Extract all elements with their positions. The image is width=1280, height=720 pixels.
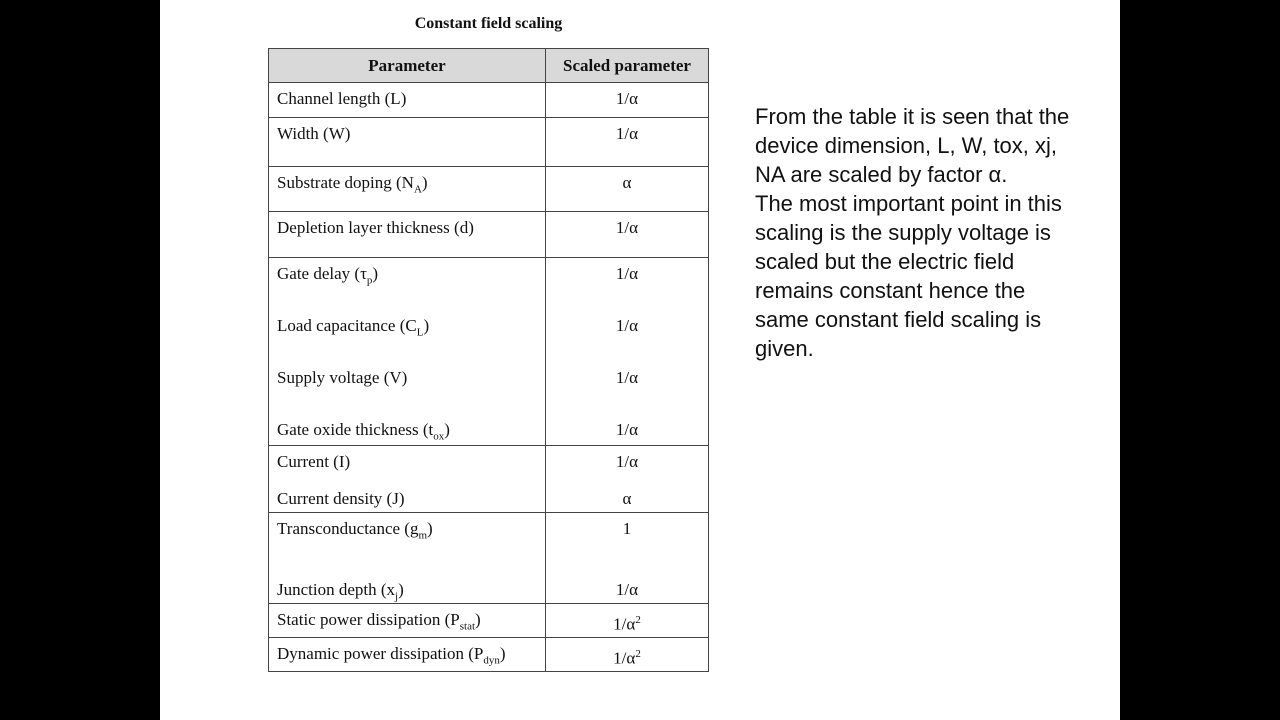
- scaled-value: 1/α: [615, 580, 639, 599]
- table-row: [269, 118, 709, 167]
- parameter-cell: [269, 212, 546, 258]
- header-parameter: Parameter: [269, 49, 546, 83]
- table-title: Constant field scaling: [414, 15, 563, 32]
- scaled-value-cell: [546, 638, 709, 672]
- scaled-value-cell: [546, 446, 709, 513]
- parameter-label: Gate oxide thickness $(t_{ox})$: [277, 420, 450, 443]
- table-row: [269, 513, 709, 604]
- table-row: [269, 604, 709, 638]
- table-row: [269, 446, 709, 513]
- scaled-value: 1/α: [615, 124, 639, 143]
- scaled-value-cell: [546, 167, 709, 212]
- scaled-value-cell: [546, 604, 709, 638]
- scaled-value: 1/α: [615, 368, 639, 387]
- header-scaled-parameter: Scaled parameter: [546, 49, 709, 83]
- scaled-value: 1/α: [615, 316, 639, 335]
- scaled-value-cell: [546, 118, 709, 167]
- explanation-paragraph-2: The most important point in this scaling is the supply voltage is scaled but the electric field remains constant hence the same constant field scaling is given.: [755, 191, 1062, 361]
- parameter-label: Substrate doping $(N_A)$: [277, 173, 428, 196]
- parameter-cell: [269, 83, 546, 118]
- parameter-cell: [269, 167, 546, 212]
- parameter-cell: [269, 638, 546, 672]
- scaled-value-cell: [546, 83, 709, 118]
- table-row: [269, 638, 709, 672]
- parameter-label: Current density (J): [277, 489, 405, 508]
- table-row: [269, 212, 709, 258]
- parameter-cell: [269, 118, 546, 167]
- table-row: [269, 167, 709, 212]
- scaled-value: 1/α: [615, 89, 639, 108]
- parameter-label: Current (I): [277, 452, 351, 471]
- parameter-label: Static power dissipation $(P_{stat})$: [277, 610, 481, 633]
- scaling-table: [268, 48, 709, 672]
- scaled-value: $1/\alpha^2$: [613, 614, 641, 634]
- parameter-label: Transconductance $(g_m)$: [277, 519, 433, 542]
- parameter-label: Width (W): [277, 124, 351, 143]
- table-header-row: [269, 49, 709, 83]
- table-row: [269, 83, 709, 118]
- parameter-cell: [269, 446, 546, 513]
- parameter-cell: [269, 513, 546, 604]
- table-row: [269, 258, 709, 446]
- explanation-paragraph-1: From the table it is seen that the device dimension, L, W, tox, xj, NA are scaled by factor α.: [755, 104, 1070, 187]
- parameter-label: Channel length (L): [277, 89, 407, 108]
- parameter-label: Load capacitance $(C_L)$: [277, 316, 430, 339]
- parameter-label: Gate delay $(\tau_p)$: [277, 264, 379, 287]
- parameter-label: Supply voltage (V): [277, 368, 408, 387]
- scaled-value: α: [622, 173, 632, 192]
- parameter-cell: [269, 258, 546, 446]
- scaled-value: 1/α: [615, 452, 639, 471]
- parameter-label: Depletion layer thickness (d): [277, 218, 474, 237]
- parameter-label: Junction depth $(x_j)$: [277, 580, 404, 603]
- scaled-value: $1/\alpha^2$: [613, 648, 641, 668]
- scaled-value: 1: [622, 519, 632, 538]
- scaled-value-cell: [546, 513, 709, 604]
- scaled-value: α: [622, 489, 632, 508]
- scaled-value-cell: [546, 258, 709, 446]
- scaled-value: 1/α: [615, 420, 639, 439]
- scaled-value: 1/α: [615, 218, 639, 237]
- explanation-text: [755, 102, 1085, 363]
- parameter-label: Dynamic power dissipation $(P_{dyn})$: [277, 644, 506, 667]
- scaled-value: 1/α: [615, 264, 639, 283]
- scaled-value-cell: [546, 212, 709, 258]
- parameter-cell: [269, 604, 546, 638]
